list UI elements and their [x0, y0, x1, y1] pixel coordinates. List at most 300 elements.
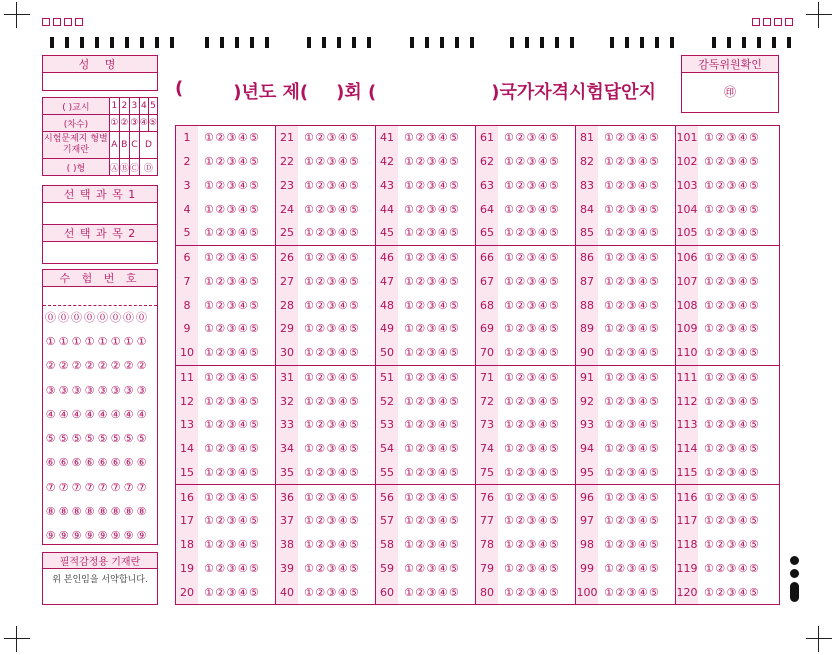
answer-bubbles[interactable]: ①②③④⑤ — [604, 274, 661, 288]
answer-bubbles[interactable]: ①②③④⑤ — [204, 394, 261, 408]
question-number: 42 — [376, 150, 398, 174]
answer-bubbles[interactable]: ①②③④⑤ — [304, 394, 361, 408]
exam-digit-bubble[interactable]: ⑥ — [136, 456, 147, 470]
exam-digit-bubble[interactable]: ⑤ — [45, 432, 56, 446]
answer-bubbles[interactable]: ①②③④⑤ — [504, 561, 561, 575]
question-number: 95 — [576, 461, 598, 485]
answer-bubbles[interactable]: ①②③④⑤ — [604, 490, 661, 504]
answer-bubbles[interactable]: ①②③④⑤ — [504, 274, 561, 288]
signature-label: 필적감정용 기재란 — [43, 553, 157, 569]
answer-bubbles[interactable]: ①②③④⑤ — [604, 394, 661, 408]
answer-bubbles[interactable]: ①②③④⑤ — [204, 202, 261, 216]
exam-digit-bubble[interactable]: ⑨ — [71, 529, 82, 543]
exam-digit-bubble[interactable]: ⑤ — [110, 432, 121, 446]
exam-digit-bubble[interactable]: ⓪ — [84, 311, 95, 325]
answer-bubbles[interactable]: ①②③④⑤ — [204, 178, 261, 192]
signature-box[interactable] — [42, 552, 158, 605]
answer-bubbles[interactable]: ①②③④⑤ — [404, 585, 461, 599]
answer-row — [176, 126, 275, 150]
answer-row — [476, 341, 575, 366]
answer-bubbles[interactable]: ①②③④⑤ — [304, 538, 361, 552]
answer-bubbles[interactable]: ①②③④⑤ — [704, 442, 761, 456]
supervisor-box[interactable] — [681, 55, 779, 113]
answer-bubbles[interactable]: ①②③④⑤ — [304, 514, 361, 528]
answer-bubbles[interactable]: ①②③④⑤ — [204, 418, 261, 432]
answer-bubbles[interactable]: ①②③④⑤ — [304, 226, 361, 240]
question-number: 51 — [376, 366, 398, 390]
answer-bubbles[interactable]: ①②③④⑤ — [604, 561, 661, 575]
exam-digit-bubble[interactable]: ⑦ — [45, 480, 56, 494]
exam-digit-bubble[interactable]: ③ — [58, 383, 69, 397]
question-number: 10 — [176, 341, 198, 365]
answer-row — [276, 293, 375, 317]
answer-bubbles[interactable]: ①②③④⑤ — [404, 442, 461, 456]
answer-bubbles[interactable]: ①②③④⑤ — [304, 370, 361, 384]
exam-digit-bubble[interactable]: ⑨ — [84, 529, 95, 543]
exam-digit-bubble[interactable]: ⑦ — [71, 480, 82, 494]
exam-digit-bubble[interactable]: ② — [110, 359, 121, 373]
answer-row — [476, 293, 575, 317]
exam-digit-bubble[interactable]: ① — [45, 334, 56, 348]
answer-bubbles[interactable]: ①②③④⑤ — [504, 226, 561, 240]
question-number: 49 — [376, 317, 398, 341]
answer-bubbles[interactable]: ①②③④⑤ — [504, 178, 561, 192]
answer-bubbles[interactable]: ①②③④⑤ — [604, 251, 661, 265]
answer-bubbles[interactable]: ①②③④⑤ — [504, 202, 561, 216]
answer-row — [276, 341, 375, 366]
question-number: 44 — [376, 197, 398, 221]
answer-bubbles[interactable]: ①②③④⑤ — [404, 370, 461, 384]
exam-digit-bubble[interactable]: ⑤ — [84, 432, 95, 446]
answer-bubbles[interactable]: ①②③④⑤ — [504, 298, 561, 312]
exam-digit-bubble[interactable]: ⑤ — [123, 432, 134, 446]
exam-digit-row — [44, 451, 148, 475]
exam-digit-bubble[interactable]: ② — [136, 359, 147, 373]
answer-bubbles[interactable]: ①②③④⑤ — [304, 298, 361, 312]
answer-bubbles[interactable]: ①②③④⑤ — [504, 490, 561, 504]
answer-bubbles[interactable]: ①②③④⑤ — [304, 322, 361, 336]
answer-bubbles[interactable]: ①②③④⑤ — [504, 322, 561, 336]
question-number: 70 — [476, 341, 498, 365]
answer-bubbles[interactable]: ①②③④⑤ — [704, 538, 761, 552]
answer-bubbles[interactable]: ①②③④⑤ — [704, 202, 761, 216]
answer-bubbles[interactable]: ①②③④⑤ — [504, 585, 561, 599]
answer-row — [276, 221, 375, 246]
exam-digit-bubble[interactable]: ⑧ — [110, 505, 121, 519]
answer-row — [676, 126, 779, 150]
answer-row — [276, 150, 375, 174]
answer-bubbles[interactable]: ①②③④⑤ — [704, 370, 761, 384]
answer-row — [376, 150, 475, 174]
exam-digit-row — [44, 305, 148, 329]
exam-digit-bubble[interactable]: ⑤ — [136, 432, 147, 446]
question-number: 27 — [276, 270, 298, 294]
exam-number-write-row[interactable] — [43, 287, 157, 306]
question-number: 29 — [276, 317, 298, 341]
answer-bubbles[interactable]: ①②③④⑤ — [204, 346, 261, 360]
answer-bubbles[interactable]: ①②③④⑤ — [404, 178, 461, 192]
answer-row — [376, 246, 475, 270]
subject2-box[interactable] — [42, 224, 158, 264]
question-number: 73 — [476, 413, 498, 437]
answer-bubbles[interactable]: ①②③④⑤ — [204, 585, 261, 599]
exam-digit-row — [44, 426, 148, 450]
answer-bubbles[interactable]: ①②③④⑤ — [404, 322, 461, 336]
exam-digit-bubble[interactable]: ③ — [97, 383, 108, 397]
answer-row — [376, 341, 475, 366]
exam-digit-bubble[interactable]: ⑦ — [110, 480, 121, 494]
exam-digit-bubble[interactable]: ⑨ — [58, 529, 69, 543]
exam-digit-bubble[interactable]: ⑥ — [110, 456, 121, 470]
exam-digit-bubble[interactable]: ⑦ — [123, 480, 134, 494]
answer-row — [176, 557, 275, 581]
exam-digit-bubble[interactable]: ⑧ — [58, 505, 69, 519]
question-number: 85 — [576, 221, 598, 245]
exam-digit-bubble[interactable]: ⑦ — [97, 480, 108, 494]
answer-row — [276, 389, 375, 413]
exam-digit-bubble[interactable]: ⑥ — [97, 456, 108, 470]
exam-digit-bubble[interactable]: ④ — [110, 407, 121, 421]
answer-bubbles[interactable]: ①②③④⑤ — [704, 226, 761, 240]
answer-bubbles[interactable]: ①②③④⑤ — [404, 514, 461, 528]
answer-bubbles[interactable]: ①②③④⑤ — [404, 418, 461, 432]
answer-row — [476, 150, 575, 174]
exam-digit-bubble[interactable]: ⓪ — [123, 311, 134, 325]
answer-bubbles[interactable]: ①②③④⑤ — [604, 370, 661, 384]
answer-bubbles[interactable]: ①②③④⑤ — [204, 322, 261, 336]
answer-bubbles[interactable]: ①②③④⑤ — [704, 514, 761, 528]
exam-digit-bubble[interactable]: ① — [110, 334, 121, 348]
answer-bubbles[interactable]: ①②③④⑤ — [404, 561, 461, 575]
answer-bubbles[interactable]: ①②③④⑤ — [604, 226, 661, 240]
answer-bubbles[interactable]: ①②③④⑤ — [604, 346, 661, 360]
exam-digit-bubble[interactable]: ④ — [123, 407, 134, 421]
answer-bubbles[interactable]: ①②③④⑤ — [604, 178, 661, 192]
exam-digit-bubble[interactable]: ② — [58, 359, 69, 373]
registration-mark-tr — [806, 2, 832, 28]
answer-row — [476, 270, 575, 294]
timing-marks-5 — [510, 37, 574, 48]
exam-digit-bubble[interactable]: ⑦ — [84, 480, 95, 494]
answer-row — [376, 317, 475, 341]
answer-row — [176, 509, 275, 533]
answer-bubbles[interactable]: ①②③④⑤ — [604, 131, 661, 145]
exam-digit-bubble[interactable]: ③ — [136, 383, 147, 397]
answer-bubbles[interactable]: ①②③④⑤ — [304, 585, 361, 599]
answer-row — [176, 293, 275, 317]
exam-digit-bubble[interactable]: ② — [123, 359, 134, 373]
answer-row — [376, 366, 475, 390]
session-table: ( )교시 1 2 3 4 5 (차수) ① ② ③ ④ ⑤ 시험문제지 형별기재란 A B C D ( )형 Ⓐ Ⓑ Ⓒ Ⓓ — [42, 97, 158, 176]
question-number: 72 — [476, 389, 498, 413]
answer-bubbles[interactable]: ①②③④⑤ — [204, 490, 261, 504]
question-number: 104 — [676, 197, 698, 221]
answer-bubbles[interactable]: ①②③④⑤ — [404, 394, 461, 408]
exam-digit-bubble[interactable]: ⑨ — [136, 529, 147, 543]
answer-bubbles[interactable]: ①②③④⑤ — [404, 226, 461, 240]
answer-bubbles[interactable]: ①②③④⑤ — [704, 418, 761, 432]
exam-digit-bubble[interactable]: ⑦ — [136, 480, 147, 494]
question-number: 14 — [176, 437, 198, 461]
exam-digit-bubble[interactable]: ⑥ — [45, 456, 56, 470]
answer-bubbles[interactable]: ①②③④⑤ — [604, 465, 661, 479]
question-number: 41 — [376, 126, 398, 150]
exam-digit-bubble[interactable]: ⑨ — [45, 529, 56, 543]
question-number: 55 — [376, 461, 398, 485]
exam-digit-bubble[interactable]: ⓪ — [45, 311, 56, 325]
exam-digit-bubble[interactable]: ⑤ — [58, 432, 69, 446]
answer-bubbles[interactable]: ①②③④⑤ — [604, 538, 661, 552]
answer-row — [576, 270, 675, 294]
answer-row — [576, 533, 675, 557]
answer-bubbles[interactable]: ①②③④⑤ — [704, 298, 761, 312]
question-number: 115 — [676, 461, 698, 485]
answer-bubbles[interactable]: ①②③④⑤ — [204, 538, 261, 552]
answer-bubbles[interactable]: ①②③④⑤ — [704, 465, 761, 479]
question-number: 64 — [476, 197, 498, 221]
answer-bubbles[interactable]: ①②③④⑤ — [604, 298, 661, 312]
answer-bubbles[interactable]: ①②③④⑤ — [304, 346, 361, 360]
answer-bubbles[interactable]: ①②③④⑤ — [504, 346, 561, 360]
answer-column — [676, 126, 779, 604]
exam-digit-bubble[interactable]: ② — [45, 359, 56, 373]
exam-digit-bubble[interactable]: ⑨ — [110, 529, 121, 543]
answer-bubbles[interactable]: ①②③④⑤ — [304, 251, 361, 265]
answer-bubbles[interactable]: ①②③④⑤ — [304, 155, 361, 169]
signature-text: 위 본인임을 서약합니다. — [52, 575, 148, 585]
exam-digit-bubble[interactable]: ⑥ — [84, 456, 95, 470]
answer-row — [276, 437, 375, 461]
exam-digit-bubble[interactable]: ⑦ — [58, 480, 69, 494]
answer-row — [176, 197, 275, 221]
exam-digit-bubble[interactable]: ① — [71, 334, 82, 348]
exam-digit-bubble[interactable]: ⓪ — [110, 311, 121, 325]
exam-digit-bubble[interactable]: ③ — [84, 383, 95, 397]
answer-bubbles[interactable]: ①②③④⑤ — [204, 155, 261, 169]
answer-bubbles[interactable]: ①②③④⑤ — [604, 442, 661, 456]
answer-bubbles[interactable]: ①②③④⑤ — [704, 274, 761, 288]
answer-bubbles[interactable]: ①②③④⑤ — [304, 274, 361, 288]
answer-bubbles[interactable]: ①②③④⑤ — [204, 251, 261, 265]
question-number: 6 — [176, 246, 198, 270]
question-number: 116 — [676, 485, 698, 509]
answer-row — [576, 317, 675, 341]
answer-bubbles[interactable]: ①②③④⑤ — [204, 465, 261, 479]
question-number: 89 — [576, 317, 598, 341]
exam-digit-bubble[interactable]: ③ — [110, 383, 121, 397]
answer-bubbles[interactable]: ①②③④⑤ — [604, 585, 661, 599]
question-number: 63 — [476, 174, 498, 198]
answer-bubbles[interactable]: ①②③④⑤ — [304, 131, 361, 145]
question-number: 57 — [376, 509, 398, 533]
answer-bubbles[interactable]: ①②③④⑤ — [504, 131, 561, 145]
exam-digit-bubble[interactable]: ① — [97, 334, 108, 348]
exam-digit-bubble[interactable]: ⑧ — [45, 505, 56, 519]
question-number: 30 — [276, 341, 298, 365]
answer-row — [476, 557, 575, 581]
exam-digit-bubble[interactable]: ④ — [45, 407, 56, 421]
answer-bubbles[interactable]: ①②③④⑤ — [204, 131, 261, 145]
answer-row — [576, 557, 675, 581]
answer-bubbles[interactable]: ①②③④⑤ — [304, 178, 361, 192]
answer-bubbles[interactable]: ①②③④⑤ — [204, 298, 261, 312]
answer-bubbles[interactable]: ①②③④⑤ — [604, 514, 661, 528]
answer-bubbles[interactable]: ①②③④⑤ — [204, 442, 261, 456]
question-number: 2 — [176, 150, 198, 174]
question-number: 40 — [276, 580, 298, 604]
answer-row — [676, 509, 779, 533]
answer-bubbles[interactable]: ①②③④⑤ — [204, 226, 261, 240]
answer-bubbles[interactable]: ①②③④⑤ — [204, 561, 261, 575]
answer-bubbles[interactable]: ①②③④⑤ — [604, 202, 661, 216]
answer-bubbles[interactable]: ①②③④⑤ — [604, 322, 661, 336]
question-number: 62 — [476, 150, 498, 174]
answer-bubbles[interactable]: ①②③④⑤ — [704, 322, 761, 336]
answer-bubbles[interactable]: ①②③④⑤ — [604, 155, 661, 169]
timing-marks-3 — [307, 37, 371, 48]
answer-bubbles[interactable]: ①②③④⑤ — [404, 490, 461, 504]
exam-digit-bubble[interactable]: ⑧ — [97, 505, 108, 519]
exam-digit-bubble[interactable]: ⑥ — [71, 456, 82, 470]
answer-bubbles[interactable]: ①②③④⑤ — [404, 155, 461, 169]
answer-bubbles[interactable]: ①②③④⑤ — [504, 418, 561, 432]
answer-bubbles[interactable]: ①②③④⑤ — [604, 418, 661, 432]
exam-digit-bubble[interactable]: ② — [84, 359, 95, 373]
answer-bubbles[interactable]: ①②③④⑤ — [304, 418, 361, 432]
answer-bubbles[interactable]: ①②③④⑤ — [404, 346, 461, 360]
answer-row — [176, 221, 275, 246]
exam-digit-bubble[interactable]: ① — [84, 334, 95, 348]
question-number: 120 — [676, 580, 698, 604]
question-number: 106 — [676, 246, 698, 270]
answer-bubbles[interactable]: ①②③④⑤ — [704, 394, 761, 408]
question-number: 9 — [176, 317, 198, 341]
exam-digit-bubble[interactable]: ③ — [71, 383, 82, 397]
exam-digit-bubble[interactable]: ① — [136, 334, 147, 348]
answer-bubbles[interactable]: ①②③④⑤ — [704, 561, 761, 575]
answer-bubbles[interactable]: ①②③④⑤ — [504, 514, 561, 528]
exam-digit-bubble[interactable]: ② — [97, 359, 108, 373]
name-box[interactable] — [42, 55, 158, 91]
answer-bubbles[interactable]: ①②③④⑤ — [404, 538, 461, 552]
answer-bubbles[interactable]: ①②③④⑤ — [504, 251, 561, 265]
answer-bubbles[interactable]: ①②③④⑤ — [504, 370, 561, 384]
question-number: 87 — [576, 270, 598, 294]
exam-digit-bubble[interactable]: ⑨ — [97, 529, 108, 543]
exam-digit-bubble[interactable]: ⑥ — [123, 456, 134, 470]
answer-bubbles[interactable]: ①②③④⑤ — [704, 131, 761, 145]
exam-digit-bubble[interactable]: ⑨ — [123, 529, 134, 543]
answer-bubbles[interactable]: ①②③④⑤ — [504, 155, 561, 169]
answer-bubbles[interactable]: ①②③④⑤ — [404, 251, 461, 265]
exam-digit-bubble[interactable]: ③ — [45, 383, 56, 397]
answer-row — [676, 174, 779, 198]
answer-bubbles[interactable]: ①②③④⑤ — [404, 202, 461, 216]
answer-bubbles[interactable]: ①②③④⑤ — [504, 538, 561, 552]
answer-bubbles[interactable]: ①②③④⑤ — [304, 490, 361, 504]
answer-bubbles[interactable]: ①②③④⑤ — [704, 155, 761, 169]
answer-row — [276, 126, 375, 150]
answer-row — [476, 413, 575, 437]
question-number: 26 — [276, 246, 298, 270]
exam-digit-bubble[interactable]: ④ — [136, 407, 147, 421]
subject1-box[interactable] — [42, 185, 158, 225]
question-number: 107 — [676, 270, 698, 294]
answer-bubbles[interactable]: ①②③④⑤ — [404, 274, 461, 288]
exam-digit-bubble[interactable]: ④ — [58, 407, 69, 421]
supervisor-label: 감독위원확인 — [682, 56, 778, 73]
exam-digit-bubble[interactable]: ⑧ — [123, 505, 134, 519]
question-number: 101 — [676, 126, 698, 150]
question-number: 99 — [576, 557, 598, 581]
exam-digit-bubble[interactable]: ① — [123, 334, 134, 348]
exam-digit-row — [44, 354, 148, 378]
exam-digit-bubble[interactable]: ⑤ — [71, 432, 82, 446]
question-number: 108 — [676, 293, 698, 317]
exam-digit-bubble[interactable]: ④ — [71, 407, 82, 421]
answer-column — [576, 126, 676, 604]
answer-bubbles[interactable]: ①②③④⑤ — [204, 370, 261, 384]
answer-row — [476, 174, 575, 198]
exam-digit-bubble[interactable]: ⑤ — [97, 432, 108, 446]
exam-digit-bubble[interactable]: ⓪ — [71, 311, 82, 325]
answer-row — [476, 246, 575, 270]
exam-digit-bubble[interactable]: ⑧ — [71, 505, 82, 519]
exam-digit-bubble[interactable]: ⑧ — [136, 505, 147, 519]
exam-number-bubbles[interactable] — [44, 305, 148, 548]
question-number: 86 — [576, 246, 598, 270]
question-number: 67 — [476, 270, 498, 294]
exam-digit-bubble[interactable]: ⓪ — [136, 311, 147, 325]
exam-digit-bubble[interactable]: ⑧ — [84, 505, 95, 519]
question-number: 17 — [176, 509, 198, 533]
answer-row — [576, 174, 675, 198]
answer-row — [676, 293, 779, 317]
answer-bubbles[interactable]: ①②③④⑤ — [704, 346, 761, 360]
answer-bubbles[interactable]: ①②③④⑤ — [404, 131, 461, 145]
answer-bubbles[interactable]: ①②③④⑤ — [304, 442, 361, 456]
answer-bubbles[interactable]: ①②③④⑤ — [204, 514, 261, 528]
exam-digit-row — [44, 475, 148, 499]
answer-bubbles[interactable]: ①②③④⑤ — [504, 394, 561, 408]
question-number: 38 — [276, 533, 298, 557]
answer-bubbles[interactable]: ①②③④⑤ — [404, 465, 461, 479]
exam-digit-bubble[interactable]: ④ — [84, 407, 95, 421]
exam-digit-bubble[interactable]: ⑥ — [58, 456, 69, 470]
answer-bubbles[interactable]: ①②③④⑤ — [504, 465, 561, 479]
answer-bubbles[interactable]: ①②③④⑤ — [304, 465, 361, 479]
exam-digit-bubble[interactable]: ④ — [97, 407, 108, 421]
answer-bubbles[interactable]: ①②③④⑤ — [304, 561, 361, 575]
question-number: 77 — [476, 509, 498, 533]
answer-bubbles[interactable]: ①②③④⑤ — [704, 178, 761, 192]
exam-digit-bubble[interactable]: ② — [71, 359, 82, 373]
question-number: 33 — [276, 413, 298, 437]
answer-bubbles[interactable]: ①②③④⑤ — [204, 274, 261, 288]
exam-digit-bubble[interactable]: ⓪ — [58, 311, 69, 325]
answer-bubbles[interactable]: ①②③④⑤ — [504, 442, 561, 456]
answer-row — [476, 437, 575, 461]
answer-row — [176, 437, 275, 461]
exam-digit-bubble[interactable]: ⓪ — [97, 311, 108, 325]
answer-bubbles[interactable]: ①②③④⑤ — [304, 202, 361, 216]
exam-digit-bubble[interactable]: ① — [58, 334, 69, 348]
answer-bubbles[interactable]: ①②③④⑤ — [704, 585, 761, 599]
answer-bubbles[interactable]: ①②③④⑤ — [704, 490, 761, 504]
answer-bubbles[interactable]: ①②③④⑤ — [704, 251, 761, 265]
answer-bubbles[interactable]: ①②③④⑤ — [404, 298, 461, 312]
exam-digit-bubble[interactable]: ③ — [123, 383, 134, 397]
